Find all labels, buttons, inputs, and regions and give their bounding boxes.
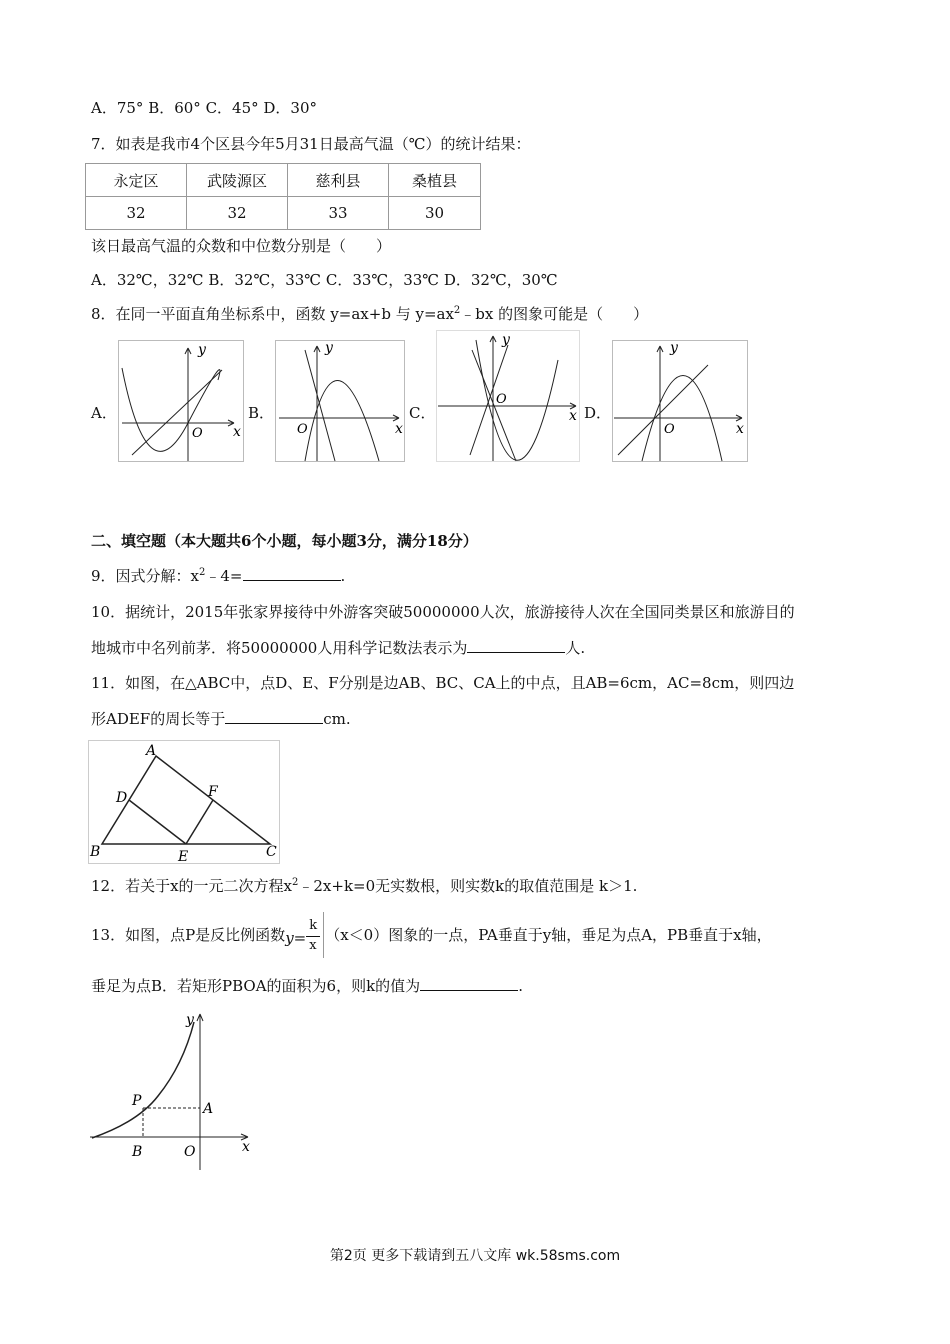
q11-text-pre: 形ADEF的周长等于 (91, 710, 226, 728)
table-cell: 32 (86, 197, 187, 230)
q7-text: 7．如表是我市4个区县今年5月31日最高气温（℃）的统计结果： (91, 135, 531, 153)
label-a: A (146, 743, 157, 759)
label-d: D (116, 790, 128, 806)
q13-text-pre: 垂足为点B．若矩形PBOA的面积为6，则k的值为 (91, 977, 421, 995)
label-y: y (186, 1012, 194, 1028)
hyperbola-figure (88, 1010, 254, 1172)
q12-text-post: ﹣2x+k=0无实数根，则实数k的取值范围是 k＞1. (298, 877, 638, 895)
q11-text-post: cm. (323, 710, 351, 728)
label-b: B (90, 844, 101, 860)
q8-text (91, 304, 648, 324)
segment-de (129, 800, 186, 844)
table-row (86, 197, 481, 230)
label-x: x (242, 1139, 250, 1155)
figure-frame (613, 341, 748, 462)
q8-text-pre: 8．在同一平面直角坐标系中，函数 y=ax+b 与 y=ax (91, 305, 454, 323)
q10-line2 (91, 638, 585, 658)
q7-options: A．32℃，32℃ B．32℃，33℃ C．33℃，33℃ D．32℃，30℃ (91, 271, 558, 289)
table-header-cell: 武陵源区 (187, 164, 288, 197)
answer-blank (467, 638, 565, 653)
y-axis-label: y (198, 342, 206, 358)
temperature-table (85, 163, 481, 230)
origin-label: O (496, 392, 507, 407)
x-axis-label: x (736, 421, 744, 437)
fraction-k-over-x (285, 918, 325, 953)
table-header-cell: 慈利县 (288, 164, 389, 197)
q9-superscript: 2 (199, 567, 206, 578)
line-graph (305, 350, 335, 461)
figure-frame (119, 341, 244, 462)
q9-text-pre: 9．因式分解：x (91, 567, 200, 585)
option-a-label: A． (91, 404, 117, 422)
line-graph (618, 365, 708, 455)
table-header-cell: 桑植县 (389, 164, 481, 197)
option-b-label: B． (248, 404, 275, 422)
q7-question: 该日最高气温的众数和中位数分别是（ ） (91, 237, 392, 255)
parabola (122, 368, 220, 451)
y-axis-label: y (670, 340, 678, 356)
q12-superscript: 2 (292, 877, 299, 888)
q8-text-post: ﹣bx 的图象可能是（ ） (460, 305, 649, 323)
origin-label: O (297, 422, 308, 437)
table-cell: 33 (288, 197, 389, 230)
label-o: O (184, 1144, 196, 1160)
line-graph (132, 370, 222, 455)
q12 (91, 876, 637, 896)
page-footer: 第2页 更多下载请到五八文库 wk.58sms.com (329, 1248, 621, 1264)
option-d-label: D． (584, 404, 612, 422)
q9 (91, 566, 345, 586)
answer-blank (420, 976, 518, 991)
q13-line1 (91, 918, 772, 953)
q10-line1: 10．据统计，2015年张家界接待中外游客突破50000000人次，旅游接待人次在全国同类景区和旅游目的 (91, 603, 795, 621)
parabola (476, 340, 558, 460)
graph-option-c (436, 330, 580, 462)
y-axis-label: y (502, 332, 510, 348)
q13-text-post: . (518, 977, 523, 995)
answer-blank (225, 709, 323, 724)
q13-line2 (91, 976, 523, 996)
x-axis-label: x (395, 421, 403, 437)
q11-line1: 11．如图，在△ABC中，点D、E、F分别是边AB、BC、CA上的中点，且AB=6cm，AC=8cm，则四边 (91, 674, 795, 692)
origin-label: O (192, 426, 203, 441)
fraction-numerator: k (309, 918, 318, 933)
label-p: P (132, 1093, 142, 1109)
graph-option-d (612, 340, 748, 462)
graph-option-a (118, 340, 244, 462)
fraction-denominator: x (309, 938, 317, 953)
section-2-heading: 二、填空题（本大题共6个小题，每小题3分，满分18分） (91, 532, 478, 550)
table-cell: 30 (389, 197, 481, 230)
label-a: A (203, 1101, 214, 1117)
x-axis-label: x (569, 408, 577, 424)
triangle-figure (88, 740, 280, 864)
fraction-lhs: y= (285, 929, 307, 947)
option-c-label: C． (409, 404, 436, 422)
q8-superscript: 2 (453, 305, 461, 316)
q10-text-pre: 地城市中名列前茅．将50000000人用科学记数法表示为 (91, 639, 468, 657)
q12-text-pre: 12．若关于x的一元二次方程x (91, 877, 293, 895)
table-header-cell: 永定区 (86, 164, 187, 197)
figure-frame (276, 341, 405, 462)
y-axis-label: y (325, 340, 333, 356)
q6-options: A．75° B．60° C．45° D．30° (91, 99, 318, 117)
q10-text-post: 人. (565, 639, 586, 657)
label-f: F (208, 784, 218, 800)
graph-option-b (275, 340, 405, 462)
q11-line2 (91, 709, 351, 729)
label-e: E (178, 849, 189, 864)
answer-blank (243, 566, 341, 581)
segment-ef (186, 800, 213, 844)
label-b: B (132, 1144, 143, 1160)
table-cell: 32 (187, 197, 288, 230)
label-c: C (266, 844, 277, 860)
origin-label: O (664, 422, 675, 437)
q9-end: . (340, 567, 346, 585)
fraction-border (323, 912, 324, 958)
q13-text-post: （x＜0）图象的一点，PA垂直于y轴，垂足为点A，PB垂直于x轴， (325, 926, 772, 944)
q9-text-post: ﹣4= (205, 567, 243, 585)
x-axis-label: x (233, 424, 241, 440)
table-header-row (86, 164, 481, 197)
q13-text-pre: 13．如图，点P是反比例函数 (91, 926, 286, 944)
